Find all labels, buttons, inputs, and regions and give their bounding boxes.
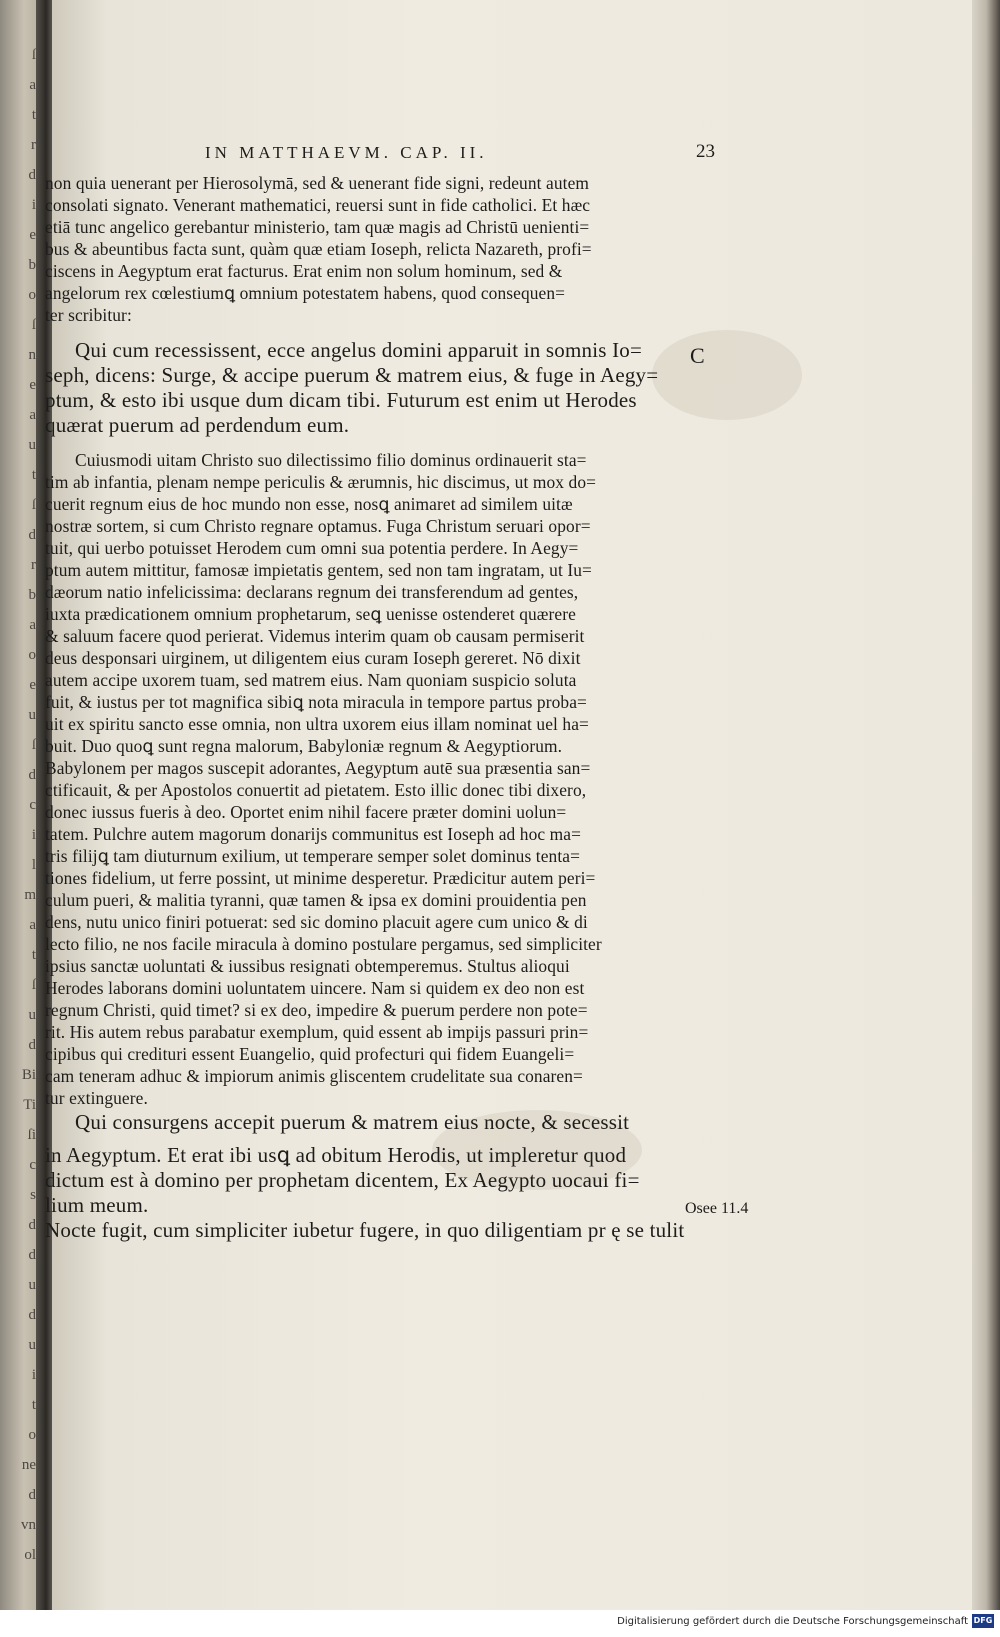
commentary-line: cuerit regnum eius de hoc mundo non esse, nosꝗ animaret ad similem uitæ: [45, 494, 573, 514]
scripture-line: in Aegyptum. Et erat ibi usꝗ ad obitum Herodis, ut impleretur quod: [45, 1143, 627, 1167]
commentary-line: lecto filio, ne nos facile miracula à domino postulare pergamus, sed simpliciter: [45, 934, 602, 954]
commentary-line: cam teneram adhuc & impiorum animis gliscentem crudelitate sua conaren=: [45, 1066, 583, 1086]
facing-page-fragments: [0, 40, 36, 1600]
commentary-line: tur extinguere.: [45, 1088, 148, 1108]
commentary-line: ciscens in Aegyptum erat facturus. Erat enim non solum hominum, sed &: [45, 261, 563, 281]
commentary-line: fuit, & iustus per tot magnifica sibiꝗ nota miracula in tempore partus proba=: [45, 692, 587, 712]
commentary-line: cipibus qui crediturі essent Euangelio, quid profecturi qui fidem Euangeli=: [45, 1044, 575, 1064]
scripture-line: quærat puerum ad perdendum eum.: [45, 413, 350, 437]
commentary-line: autem accipe uxorem tuam, sed matrem eius. Nam quoniam suspicio soluta: [45, 670, 577, 690]
funding-credit: Digitalisierung gefördert durch die Deutsche Forschungsgemeinschaft: [617, 1616, 968, 1627]
scripture-line: Qui cum recessissent, ecce angelus domini apparuit in somnis Io=: [75, 338, 643, 362]
commentary-line: rit. His autem rebus parabatur exemplum, quid essent ab impijs passuri prin=: [45, 1022, 589, 1042]
commentary-line: donec iussus fueris à deo. Oportet enim nihil facere præter domini uolun=: [45, 802, 567, 822]
running-header: [205, 143, 725, 163]
dfg-logo: DFG: [972, 1614, 994, 1628]
commentary-line: ctificauit, & per Apostolos conuertit ad pietatem. Esto illic donec tibi dixero,: [45, 780, 587, 800]
margin-reference: Osee 11.4: [685, 1200, 749, 1217]
commentary-line: ter scribitur:: [45, 305, 132, 325]
commentary-line: dæorum natio infelicissima: declarans regnum dei transferendum ad gentes,: [45, 582, 579, 602]
commentary-line: deus desponsari uirginem, ut diligentem eius curam Ioseph gereret. Nō dixit: [45, 648, 581, 668]
page-edge-shadow: [972, 0, 1000, 1610]
commentary-line: bus & abeuntibus facta sunt, quàm quæ etiam Ioseph, relicta Nazareth, profi=: [45, 239, 592, 259]
scripture-line: ptum, & esto ibi usque dum dicam tibi. Futurum est enim ut Herodes: [45, 388, 637, 412]
commentary-line: & saluum facere quod perierat. Videmus interim quam ob causam permiserit: [45, 626, 585, 646]
commentary-line: angelorum rex cœlestiumꝗ omnium potestatem habens, quod consequen=: [45, 283, 566, 303]
scripture-line: dictum est à domino per prophetam dicentem, Ex Aegypto uocaui fi=: [45, 1168, 640, 1192]
commentary-line: consolati signato. Venerant mathematici, reuersi sunt in fide catholici. Et hæc: [45, 195, 591, 215]
commentary-line: iuxta prædicationem omnium prophetarum, seꝗ uenisse ostenderet quærere: [45, 604, 576, 624]
commentary-line: ipsius sanctæ uoluntati & iussibus resignati obtemperemus. Stultus alioqui: [45, 956, 570, 976]
commentary-line: ptum autem mittitur, famosæ impietatis gentem, sed non tam ingratam, ut Iu=: [45, 560, 592, 580]
commentary-line: tatem. Pulchre autem magorum donarijs communitus est Ioseph ad hoc ma=: [45, 824, 581, 844]
footer-bar: [0, 1610, 1000, 1637]
commentary-line: nostræ sortem, si cum Christo regnare optamus. Fuga Christum seruari opor=: [45, 516, 591, 536]
commentary-line: tris filijꝗ tam diuturnum exilium, ut temperare semper solet dominus tenta=: [45, 846, 580, 866]
running-title: IN MATTHAEVM. CAP. II.: [205, 143, 488, 162]
commentary-line: regnum Christi, quid timet? si ex deo, impedire & puerum perdere non pote=: [45, 1000, 588, 1020]
commentary-line: dens, nutu unico finiri potuerat: sed sic domino placuit agere cum unico & di: [45, 912, 588, 932]
scripture-line: Nocte fugit, cum simpliciter iubetur fugere, in quo diligentiam pr ę se tulit: [45, 1218, 685, 1242]
facing-page-fragments-text: ſ a t r d i e b o ſ n e a u t ſ d r b a o e u ſ d c i l m a t ſ u d Bi Ti ſi c s d d u d u i t o ne d vn ol: [21, 47, 36, 1563]
commentary-line: buit. Duo quoꝗ sunt regna malorum, Babyloniæ regnum & Aegyptiorum.: [45, 736, 563, 756]
commentary-line: non quia uenerant per Hierosolymā, sed & uenerant fide signi, redeunt autem: [45, 173, 590, 193]
page-number: 23: [696, 141, 715, 162]
scripture-line: Qui consurgens accepit puerum & matrem eius nocte, & secessit: [75, 1110, 630, 1134]
commentary-line: tim ab infantia, plenam nempe periculis & ærumnis, hic discimus, ut mox do=: [45, 472, 597, 492]
commentary-line: tiones fidelium, ut ferre possint, ut minime desperetur. Prædicitur autem peri=: [45, 868, 596, 888]
commentary-line: Herodes laborans domini uoluntatem uincere. Nam si quidem ex deo non est: [45, 978, 585, 998]
scripture-line: seph, dicens: Surge, & accipe puerum & matrem eius, & fuge in Aegy=: [45, 363, 659, 387]
commentary-line: Cuiusmodi uitam Christo suo dilectissimo filio dominus ordinauerit sta=: [75, 450, 587, 470]
commentary-line: culum pueri, & malitia tyranni, quæ tamen & ipsa ex domini prouidentia pen: [45, 890, 587, 910]
paper-stain: [652, 330, 802, 420]
commentary-line: tuit, qui uerbo potuisset Herodem cum omni sua potentia perdere. In Aegy=: [45, 538, 579, 558]
scripture-line: lium meum.: [45, 1193, 149, 1217]
commentary-line: Babylonem per magos suscepit adorantes, Aegyptum autē sua præsentia san=: [45, 758, 591, 778]
commentary-line: uit ex spiritu sancto esse omnia, non ultra uxorem eius illam nominat uel ha=: [45, 714, 589, 734]
commentary-line: etiā tunc angelico gerebantur ministerio, tam quæ magis ad Christū uenienti=: [45, 217, 590, 237]
margin-section-letter: C: [690, 343, 705, 368]
